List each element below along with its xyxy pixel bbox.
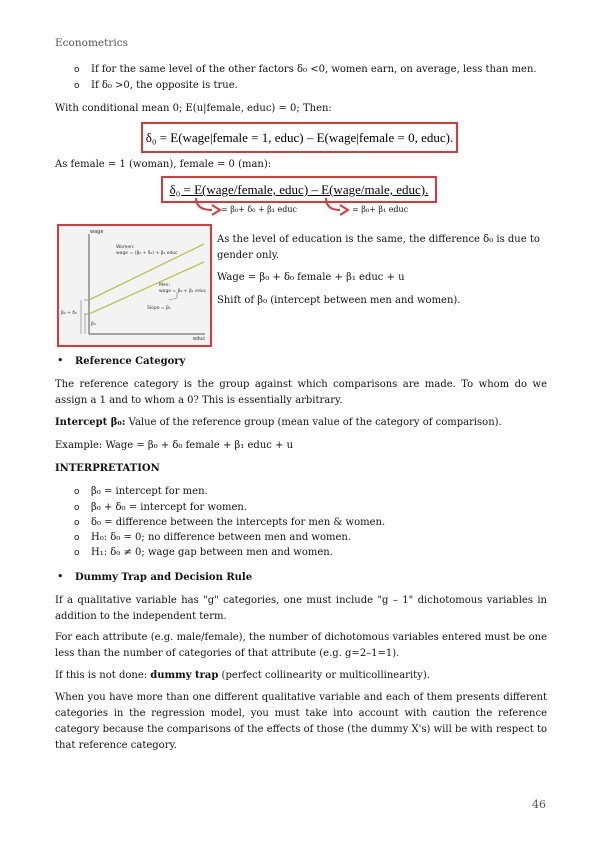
wage-education-figure <box>57 224 212 347</box>
page-number: 46 <box>532 798 546 811</box>
women-line-label: Women: wage = (β₀ + δ₀) + β₁ educ <box>116 245 178 256</box>
conditional-mean-text: With conditional mean 0; E(u|female, educ) = 0; Then: <box>55 103 332 114</box>
dummy-trap-heading: Dummy Trap and Decision Rule <box>75 572 253 583</box>
equation-2-box: δ₀ = E(wage/female, educ) – E(wage/male, educ). <box>161 176 437 203</box>
dummy-paragraph-1: If a qualitative variable has "g" categories, one must include "g – 1" dichotomous variables in addition to the independent term. <box>55 595 547 622</box>
dummy-paragraph-2: For each attribute (e.g. male/female), the number of dichotomous variables entered must be one less than the number of categories of that attribute (e.g. g=2–1=1). <box>55 632 547 659</box>
figure-explanation-1: As the level of education is the same, the difference δ₀ is due to gender only. <box>217 234 540 261</box>
bullet-dot-icon: • <box>57 354 64 367</box>
intro-bullet-1: If for the same level of the other factors δ₀ <0, women earn, on average, less than men. <box>91 64 537 75</box>
men-line-label: Men: wage = β₀ + β₁ educ <box>159 283 207 294</box>
interp-item: β₀ + δ₀ = intercept for women. <box>91 502 248 513</box>
interp-item: β₀ = intercept for men. <box>91 486 208 497</box>
figure-explanation-2: Wage = β₀ + δ₀ female + β₁ educ + u <box>217 272 405 283</box>
intercept-line: Intercept β₀: Value of the reference group (mean value of the category of comparison). <box>55 417 502 428</box>
dummy-paragraph-3: If this is not done: dummy trap (perfect collinearity or multicollinearity). <box>55 670 430 681</box>
bullet-circle-icon: o <box>74 518 80 528</box>
interp-item: δ₀ = difference between the intercepts for men & women. <box>91 517 386 528</box>
slope-label: Slope = β₁ <box>147 306 171 311</box>
reference-category-heading: Reference Category <box>75 356 186 367</box>
bullet-circle-icon: o <box>74 503 80 513</box>
running-header: Econometrics <box>55 37 128 49</box>
y-axis-label: wage <box>90 229 104 235</box>
intro-bullet-2: If δ₀ >0, the opposite is true. <box>91 80 238 91</box>
example-line: Example: Wage = β₀ + δ₀ female + β₁ educ + u <box>55 440 294 451</box>
bullet-circle-icon: o <box>74 533 80 543</box>
figure-explanation-3: Shift of β₀ (intercept between men and women). <box>217 295 461 306</box>
dummy-paragraph-4: When you have more than one different qualitative variable and each of them presents different categories in the regression model, you must take into account with caution the reference category because the comparisons of the effects of those (the dummy X's) will be with respect to that reference category. <box>55 692 547 751</box>
interpretation-heading: INTERPRETATION <box>55 463 160 474</box>
interp-item: H₁: δ₀ ≠ 0; wage gap between men and women. <box>91 547 333 558</box>
interp-item: H₀: δ₀ = 0; no difference between men and women. <box>91 532 352 543</box>
as-female-text: As female = 1 (woman), female = 0 (man): <box>55 159 272 170</box>
reference-paragraph: The reference category is the group against which comparisons are made. To whom do we assign a 1 and to whom a 0? This is essentially arbitrary. <box>55 379 547 406</box>
bullet-circle-icon: o <box>74 81 80 91</box>
bullet-circle-icon: o <box>74 487 80 497</box>
intercept-women-label: β₀ + δ₀ <box>61 311 77 316</box>
annotation-women: = β₀+ δ₀ + β₁ educ <box>221 205 297 214</box>
bullet-circle-icon: o <box>74 65 80 75</box>
intercept-men-label: β₀ <box>91 322 96 327</box>
bullet-circle-icon: o <box>74 548 80 558</box>
bullet-dot-icon: • <box>57 570 64 583</box>
annotation-men: = β₀+ β₁ educ <box>352 205 409 214</box>
x-axis-label: educ <box>193 336 206 342</box>
equation-1-box: δ₀ = E(wage|female = 1, educ) – E(wage|female = 0, educ). <box>141 122 458 153</box>
